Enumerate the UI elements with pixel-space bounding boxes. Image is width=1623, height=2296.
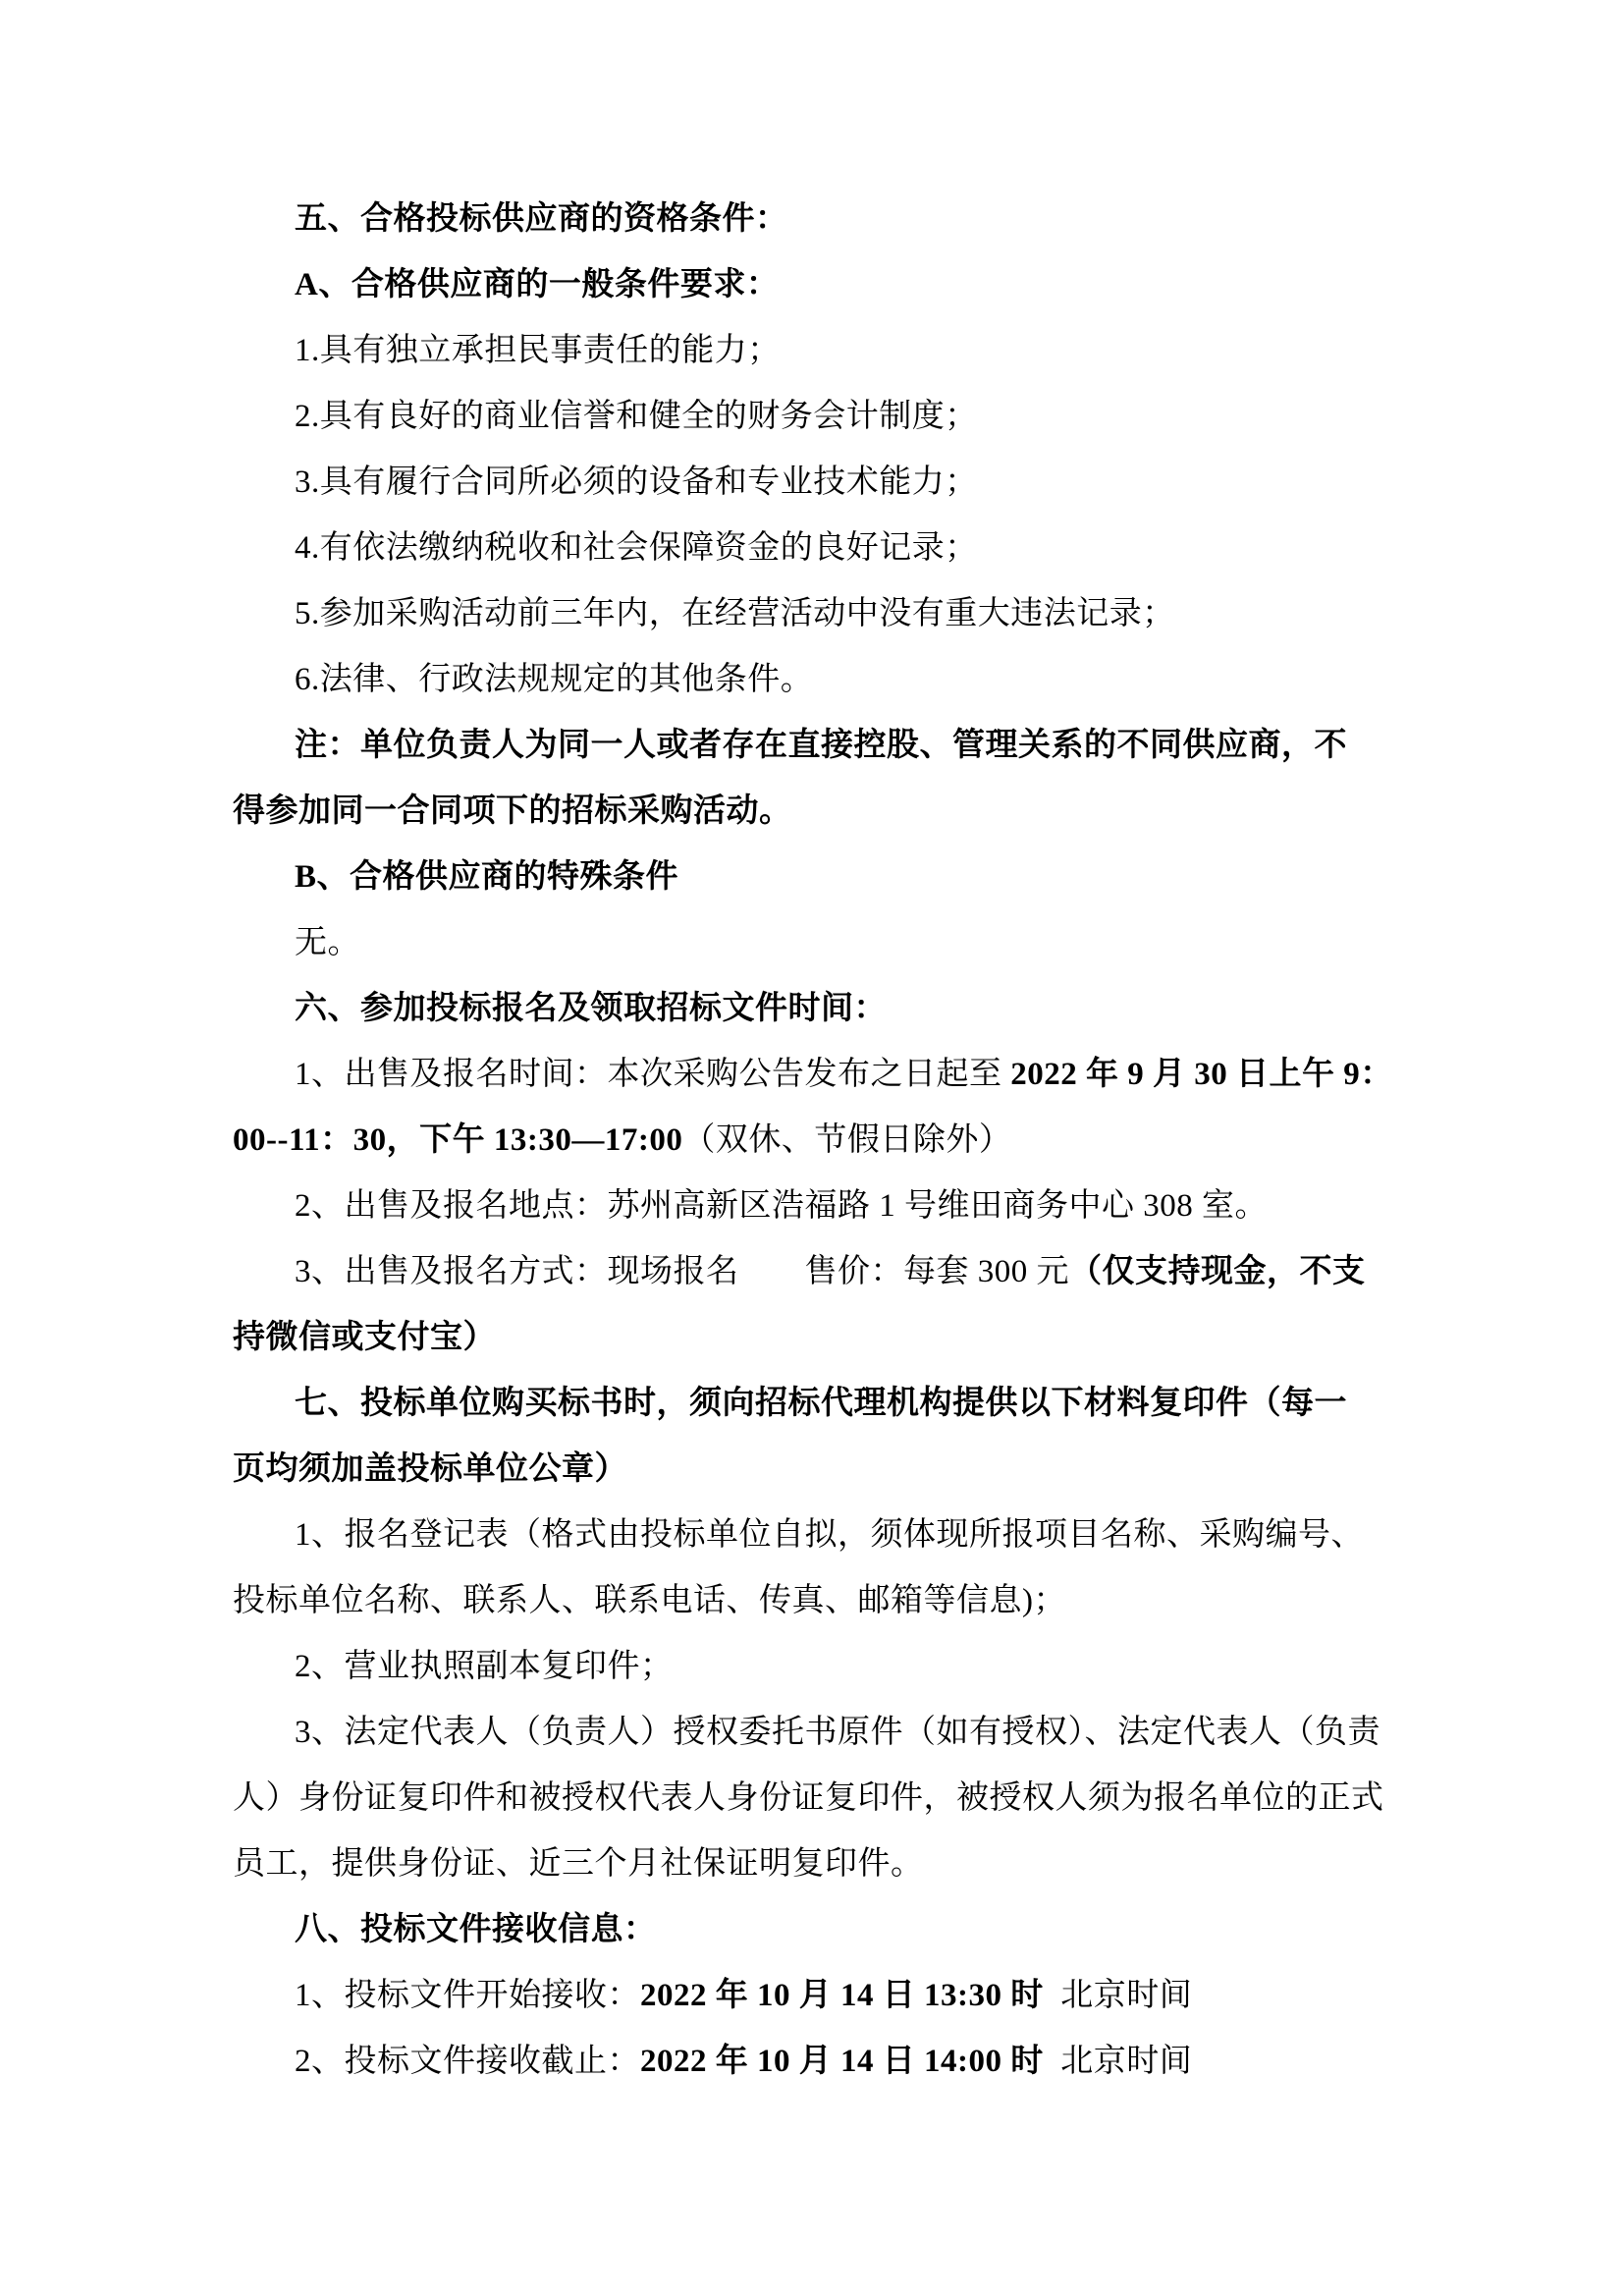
text-segment: 00--11：30，下午 13:30—17:00: [233, 1122, 683, 1158]
document-line: [233, 1437, 1476, 1503]
text-segment: B、合格供应商的特殊条件: [295, 859, 679, 895]
document-line: [233, 1239, 1476, 1305]
text-segment: 2022 年 10 月 14 日 14:00 时: [640, 2044, 1044, 2079]
document-line: [233, 1897, 1476, 1963]
text-segment: 6.法律、行政法规规定的其他条件。: [295, 662, 814, 697]
document-line: [233, 1174, 1476, 1239]
text-segment: 北京时间: [1043, 2044, 1193, 2079]
text-segment: 2、投标文件接收截止：: [295, 2044, 640, 2079]
document-line: [233, 1831, 1476, 1897]
text-segment: 3.具有履行合同所必须的设备和专业技术能力；: [295, 465, 978, 500]
document-line: [233, 1700, 1476, 1766]
text-segment: 4.有依法缴纳税收和社会保障资金的良好记录；: [295, 530, 978, 566]
document-line: [233, 1568, 1476, 1634]
document-line: [233, 713, 1476, 779]
text-segment: 1、出售及报名时间：本次采购公告发布之日起至: [295, 1057, 1011, 1092]
document-body: [233, 187, 1476, 2095]
text-segment: 3、法定代表人（负责人）授权委托书原件（如有授权）、法定代表人（负责: [295, 1715, 1380, 1750]
text-segment: 北京时间: [1043, 1978, 1193, 2013]
text-segment: 3、出售及报名方式：现场报名 售价：每套 300 元: [295, 1254, 1069, 1289]
text-segment: 2.具有良好的商业信誉和健全的财务会计制度；: [295, 399, 978, 434]
document-line: [233, 1634, 1476, 1700]
document-line: [233, 845, 1476, 910]
text-segment: 注：单位负责人为同一人或者存在直接控股、管理关系的不同供应商，不: [295, 728, 1347, 763]
text-segment: （双休、节假日除外）: [682, 1122, 1012, 1158]
document-line: [233, 1042, 1476, 1108]
text-segment: 得参加同一合同项下的招标采购活动。: [233, 793, 792, 829]
text-segment: 持微信或支付宝）: [233, 1320, 496, 1355]
text-segment: 五、合格投标供应商的资格条件：: [295, 201, 788, 237]
document-line: [233, 581, 1476, 647]
document-line: [233, 384, 1476, 450]
document-line: [233, 1766, 1476, 1831]
text-segment: 人）身份证复印件和被授权代表人身份证复印件，被授权人须为报名单位的正式: [233, 1780, 1384, 1816]
document-line: [233, 910, 1476, 976]
text-segment: 员工，提供身份证、近三个月社保证明复印件。: [233, 1846, 924, 1882]
document-line: [233, 1371, 1476, 1437]
text-segment: 1、投标文件开始接收：: [295, 1978, 640, 2013]
document-line: [233, 252, 1476, 318]
document-line: [233, 1108, 1476, 1174]
text-segment: 1.具有独立承担民事责任的能力；: [295, 333, 781, 368]
text-segment: 2022 年 10 月 14 日 13:30 时: [640, 1978, 1044, 2013]
text-segment: 八、投标文件接收信息：: [295, 1912, 657, 1947]
document-line: [233, 187, 1476, 252]
text-segment: 1、报名登记表（格式由投标单位自拟，须体现所报项目名称、采购编号、: [295, 1517, 1364, 1553]
document-line: [233, 647, 1476, 713]
text-segment: A、合格供应商的一般条件要求：: [295, 267, 780, 302]
text-segment: 2、出售及报名地点：苏州高新区浩福路 1 号维田商务中心 308 室。: [295, 1188, 1268, 1224]
document-line: [233, 976, 1476, 1042]
document-line: [233, 450, 1476, 516]
document-line: [233, 779, 1476, 845]
text-segment: 六、参加投标报名及领取招标文件时间：: [295, 991, 887, 1026]
document-line: [233, 1503, 1476, 1568]
document-line: [233, 1963, 1476, 2029]
text-segment: 投标单位名称、联系人、联系电话、传真、邮箱等信息)；: [233, 1583, 1066, 1618]
document-line: [233, 318, 1476, 384]
text-segment: （仅支持现金，不支: [1069, 1254, 1366, 1289]
text-segment: 页均须加盖投标单位公章）: [233, 1451, 627, 1487]
text-segment: 2022 年 9 月 30 日上午 9：: [1010, 1057, 1393, 1092]
text-segment: 5.参加采购活动前三年内，在经营活动中没有重大违法记录；: [295, 596, 1175, 631]
document-line: [233, 2029, 1476, 2095]
text-segment: 七、投标单位购买标书时，须向招标代理机构提供以下材料复印件（每一: [295, 1386, 1347, 1421]
document-line: [233, 1305, 1476, 1371]
document-line: [233, 516, 1476, 581]
text-segment: 无。: [295, 925, 360, 960]
text-segment: 2、营业执照副本复印件；: [295, 1649, 674, 1684]
